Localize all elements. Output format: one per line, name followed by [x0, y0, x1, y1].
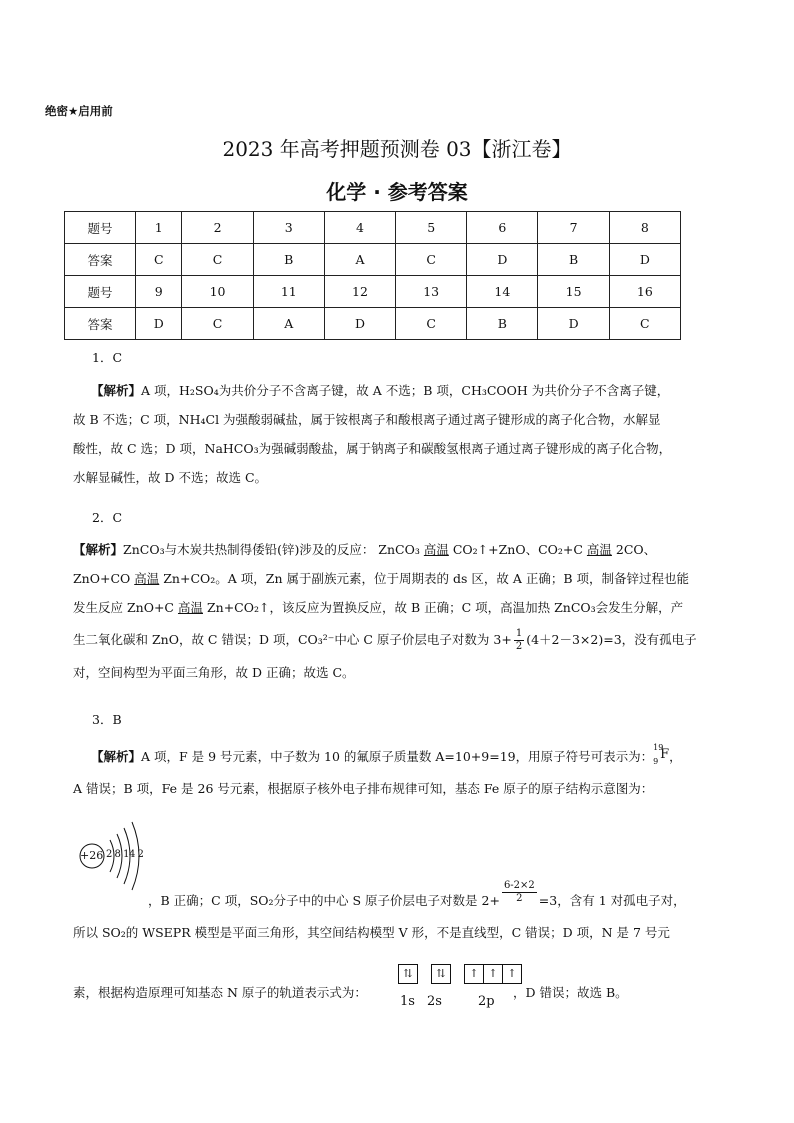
- line-text: =3，含有 1 对孤电子对，: [538, 893, 686, 908]
- line-text: Zn+CO₂。A 项，Zn 属于副族元素，位于周期表的 ds 区，故 A 正确；B 项，制备锌过程也能: [159, 571, 689, 586]
- table-cell: C: [609, 308, 680, 340]
- table-cell: 11: [253, 276, 324, 308]
- table-cell: 答案: [65, 244, 136, 276]
- table-row: [65, 212, 681, 244]
- fraction: [514, 628, 524, 653]
- line-text: ZnCO₃与木炭共热制得倭铅(锌)涉及的反应： ZnCO₃: [123, 542, 424, 557]
- reaction-condition: 高温: [423, 542, 449, 557]
- line-text: 素，根据构造原理可知基态 N 原子的轨道表示式为：: [73, 985, 367, 1000]
- explanation-line: A 错误；B 项，Fe 是 26 号元素，根据原子核外电子排布规律可知，基态 Fe 原子的原子结构示意图为：: [73, 781, 654, 796]
- table-cell: B: [467, 308, 538, 340]
- table-cell: D: [324, 308, 395, 340]
- table-cell: B: [538, 244, 609, 276]
- table-cell: B: [253, 244, 324, 276]
- exam-title: 2023 年高考押题预测卷 03【浙江卷】: [222, 137, 572, 161]
- reaction-condition: 高温: [177, 600, 203, 615]
- nucleus-charge: +26: [80, 849, 104, 862]
- line-text: A 项，H₂SO₄为共价分子不含离子键，故 A 不选；B 项，CH₃COOH 为共价分子不含离子键，: [141, 383, 670, 398]
- explanation-line: [73, 956, 723, 1009]
- table-row: [65, 244, 681, 276]
- table-cell: 9: [136, 276, 182, 308]
- orbital-box: ↑: [464, 964, 484, 984]
- atomic-number: 9: [653, 756, 659, 766]
- table-cell: D: [609, 244, 680, 276]
- line-text: 发生反应 ZnO+C: [73, 600, 178, 615]
- table-row: [65, 308, 681, 340]
- table-row: [65, 276, 681, 308]
- explanation-line: [73, 535, 723, 564]
- explanation-line: 对，空间构型为平面三角形，故 D 正确；故选 C。: [73, 665, 355, 680]
- explanation-line: [73, 593, 723, 622]
- fraction-denominator: 2: [516, 893, 523, 904]
- table-cell: 题号: [65, 212, 136, 244]
- table-cell: A: [324, 244, 395, 276]
- table-cell: 2: [182, 212, 253, 244]
- question-1-explanation: [73, 376, 723, 492]
- table-cell: C: [136, 244, 182, 276]
- table-cell: C: [182, 308, 253, 340]
- table-cell: D: [538, 308, 609, 340]
- question-1-number: 1．C: [92, 350, 123, 365]
- table-cell: 6: [467, 212, 538, 244]
- table-cell: 8: [609, 212, 680, 244]
- line-text: ，D 错误；故选 B。: [513, 985, 628, 1000]
- question-2-number: 2．C: [92, 510, 123, 525]
- line-text: ，B 正确；C 项，SO₂分子中的中心 S 原子价层电子对数是 2+: [148, 893, 500, 908]
- explanation-line: 酸性，故 C 选；D 项，NaHCO₃为强碱弱酸盐，属于钠离子和碳酸氢根离子通过离子键形成的离子化合物，: [73, 441, 672, 456]
- fraction-numerator: 6-2×2: [503, 880, 535, 891]
- table-cell: C: [396, 244, 467, 276]
- fraction-numerator: 1: [515, 628, 523, 639]
- fraction-denominator: 2: [515, 641, 523, 652]
- table-cell: C: [396, 308, 467, 340]
- explanation-line: [73, 564, 723, 593]
- reaction-condition: 高温: [586, 542, 612, 557]
- explanation-line: 所以 SO₂的 WSEPR 模型是平面三角形，其空间结构模型 V 形，不是直线型，C 错误；D 项，N 是 7 号元: [73, 925, 670, 940]
- orbital-box: ⇅: [431, 964, 451, 984]
- table-cell: 7: [538, 212, 609, 244]
- orbital-label: 1s: [400, 994, 415, 1009]
- orbital-box: ⇅: [398, 964, 418, 984]
- table-cell: 5: [396, 212, 467, 244]
- element-symbol: F: [660, 746, 670, 762]
- line-text: ，: [669, 749, 682, 764]
- table-cell: 1: [136, 212, 182, 244]
- table-cell: 16: [609, 276, 680, 308]
- table-cell: 题号: [65, 276, 136, 308]
- question-2-explanation: [73, 535, 723, 687]
- reaction-condition: 高温: [134, 571, 160, 586]
- table-cell: 14: [467, 276, 538, 308]
- orbital-diagram: [398, 958, 521, 1007]
- orbital-box: ↑: [483, 964, 503, 984]
- question-3-number: 3．B: [92, 712, 122, 727]
- table-cell: 3: [253, 212, 324, 244]
- explanation-line: 水解显碱性，故 D 不选；故选 C。: [73, 470, 268, 485]
- table-cell: D: [467, 244, 538, 276]
- explanation-line: [73, 740, 723, 774]
- answer-subtitle: 化学 · 参考答案: [326, 180, 468, 204]
- fraction: [502, 880, 537, 905]
- line-text: (4＋2－3×2)=3，没有孤电子: [526, 632, 697, 647]
- shell-electrons: 2 8 14 2: [106, 849, 144, 860]
- answer-table: [64, 211, 681, 340]
- line-text: ZnO+CO: [73, 571, 135, 586]
- line-text: A 项，F 是 9 号元素，中子数为 10 的氟原子质量数 A=10+9=19，用原子符号可表示为：: [141, 749, 654, 764]
- explanation-line: [73, 622, 723, 658]
- table-cell: 15: [538, 276, 609, 308]
- line-text: Zn+CO₂↑，该反应为置换反应，故 B 正确；C 项，高温加热 ZnCO₃会发生分解，产: [202, 600, 684, 615]
- line-text: CO₂↑+ZnO、CO₂+C: [448, 542, 587, 557]
- line-text: 2CO、: [611, 542, 657, 557]
- table-cell: 13: [396, 276, 467, 308]
- explanation-line: 故 B 不选；C 项，NH₄Cl 为强酸弱碱盐，属于铵根离子和酸根离子通过离子键形成的离子化合物，水解显: [73, 412, 661, 427]
- table-cell: A: [253, 308, 324, 340]
- explanation-line: [148, 880, 728, 914]
- explanation-line: [73, 376, 723, 405]
- table-cell: 答案: [65, 308, 136, 340]
- orbital-box: ↑: [502, 964, 522, 984]
- table-cell: D: [136, 308, 182, 340]
- question-3-explanation: [73, 740, 723, 803]
- confidential-mark: 绝密★启用前: [45, 104, 113, 118]
- table-cell: 10: [182, 276, 253, 308]
- table-cell: 12: [324, 276, 395, 308]
- orbital-label: 2p: [478, 994, 495, 1009]
- line-text: 生二氧化碳和 ZnO，故 C 错误；D 项，CO₃²⁻中心 C 原子价层电子对数为 3+: [73, 632, 512, 647]
- mass-number: 19: [653, 742, 664, 752]
- analysis-label: 【解析】: [91, 383, 142, 398]
- analysis-label: 【解析】: [91, 749, 142, 764]
- analysis-label: 【解析】: [73, 542, 124, 557]
- orbital-label: 2s: [427, 994, 442, 1009]
- nuclide-symbol: [653, 742, 670, 769]
- table-cell: 4: [324, 212, 395, 244]
- table-cell: C: [182, 244, 253, 276]
